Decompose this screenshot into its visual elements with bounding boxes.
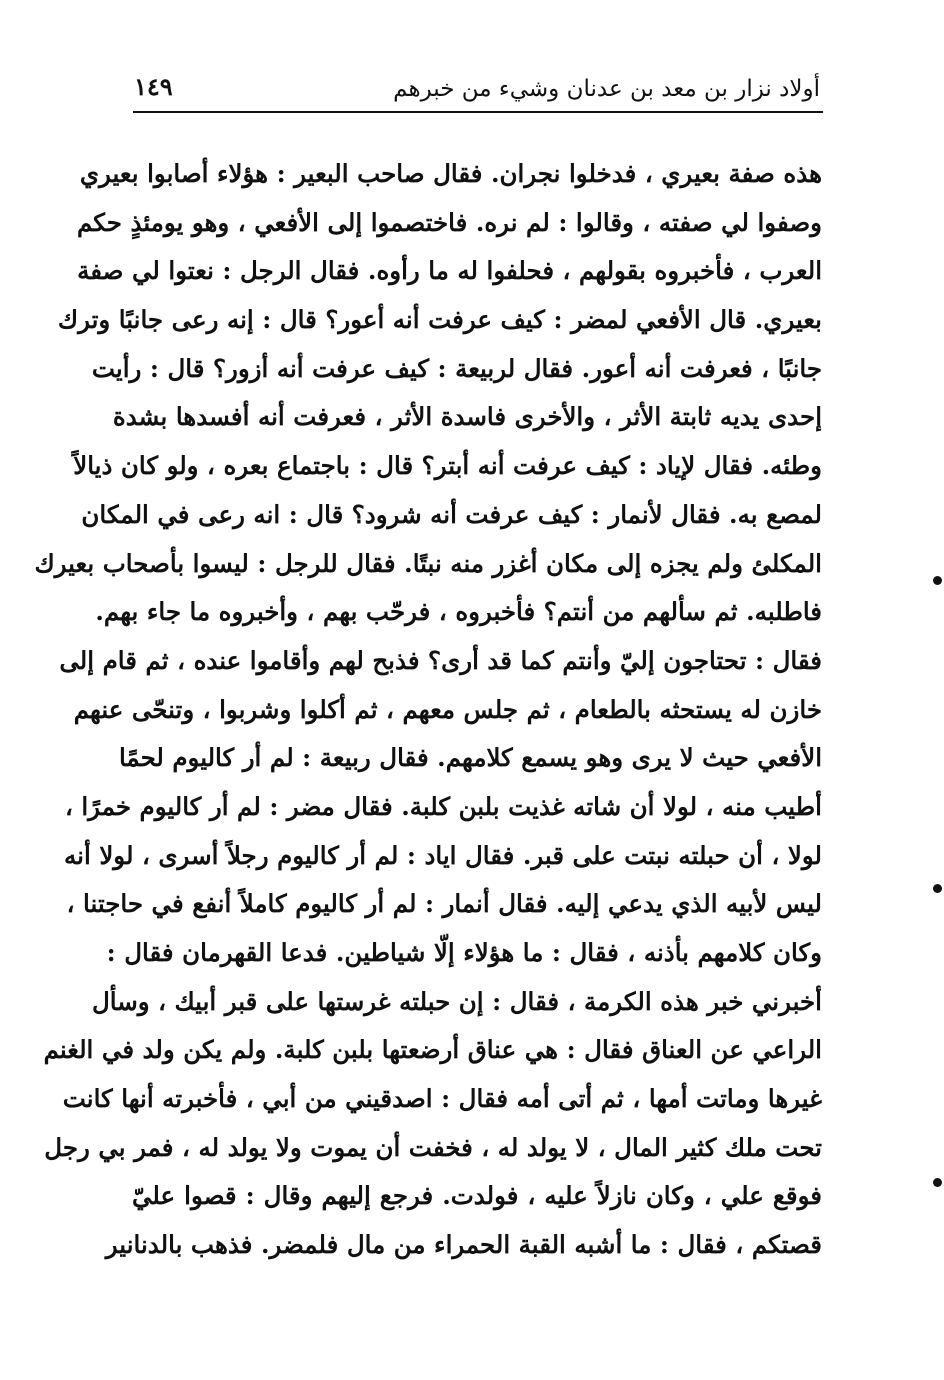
text-line: أطيب منه ، لولا أن شاته غذيت بلبن كلبة. فقال مضر : لم أر كاليوم خمرًا ، bbox=[64, 791, 822, 821]
text-line: وكان كلامهم بأذنه ، فقال : ما هؤلاء إلّا شياطين. فدعا القهرمان فقال : bbox=[106, 938, 822, 967]
text-line: جانبًا ، فعرفت أنه أعور. فقال لربيعة : كيف عرفت أنه أزور؟ قال : رأيت bbox=[91, 353, 822, 383]
text-line: المكلئ ولم يجزه إلى مكان أغزر منه نبتًا. فقال للرجل : ليسوا بأصحاب بعيرك bbox=[34, 548, 822, 578]
margin-dot bbox=[933, 1178, 942, 1187]
margin-dot bbox=[933, 884, 942, 893]
text-line: هذه صفة بعيري ، فدخلوا نجران. فقال صاحب البعير : هؤلاء أصابوا بعيري bbox=[79, 159, 822, 188]
text-line: وصفوا لي صفته ، وقالوا : لم نره. فاختصموا إلى الأفعي ، وهو يومئذٍ حكم bbox=[76, 207, 822, 237]
page-number: ١٤٩ bbox=[134, 72, 173, 101]
text-line: وطئه. فقال لإياد : كيف عرفت أنه أبتر؟ قال : باجتماع بعره ، ولو كان ذيالاً bbox=[73, 451, 822, 481]
text-line: غيرها وماتت أمها ، ثم أتى أمه فقال : اصدقيني من أبي ، فأخبرته أنها كانت bbox=[62, 1084, 822, 1114]
text-line: ليس لأبيه الذي يدعي إليه. فقال أنمار : لم أر كاليوم كاملاً أنفع في حاجتنا ، bbox=[66, 889, 822, 919]
text-line: الأفعي حيث لا يرى وهو يسمع كلامهم. فقال ربيعة : لم أر كاليوم لحمًا bbox=[118, 743, 822, 773]
text-line: فقال : تحتاجون إليّ وأنتم كما قد أرى؟ فذبح لهم وأقاموا عنده ، ثم قام إلى bbox=[59, 645, 822, 675]
text-line: العرب ، فأخبروه بقولهم ، فحلفوا له ما رأوه. فقال الرجل : نعتوا لي صفة bbox=[77, 256, 822, 286]
text-line: تحت ملك كثير المال ، لا يولد له ، فخفت أن يموت ولا يولد له ، فمر بي رجل bbox=[44, 1132, 822, 1162]
text-line: خازن له يستحثه بالطعام ، ثم جلس معهم ، ثم أكلوا وشربوا ، وتنحّى عنهم bbox=[73, 694, 822, 724]
text-line: الراعي عن العناق فقال : هي عناق أرضعتها بلبن كلبة. ولم يكن ولد في الغنم bbox=[43, 1035, 822, 1065]
text-line: لولا ، أن حبلته نبتت على قبر. فقال اياد : لم أر كاليوم رجلاً أسرى ، لولا أنه bbox=[64, 840, 822, 870]
text-line: قصتكم ، فقال : ما أشبه القبة الحمراء من مال فلمضر. فذهب بالدنانير bbox=[105, 1230, 822, 1260]
running-title: أولاد نزار بن معد بن عدنان وشيء من خبرهم bbox=[393, 76, 820, 102]
text-line: فوقع علي ، وكان نازلاً عليه ، فولدت. فرجع إليهم وقال : قصوا عليّ bbox=[132, 1181, 822, 1211]
page-header bbox=[134, 70, 820, 110]
margin-dot bbox=[933, 576, 942, 585]
text-line: فاطلبه. ثم سألهم من أنتم؟ فأخبروه ، فرحّب بهم ، وأخبروه ما جاء بهم. bbox=[95, 597, 822, 627]
body-text bbox=[34, 150, 822, 1270]
text-line: إحدى يديه ثابتة الأثر ، والأخرى فاسدة الأثر ، فعرفت أنه أفسدها بشدة bbox=[112, 402, 822, 432]
text-line: أخبرني خبر هذه الكرمة ، فقال : إن حبلته غرستها على قبر أبيك ، وسأل bbox=[91, 986, 822, 1016]
header-rule bbox=[133, 111, 823, 113]
text-line: بعيري. قال الأفعي لمضر : كيف عرفت أنه أعور؟ قال : إنه رعى جانبًا وترك bbox=[57, 305, 822, 335]
text-line: لمصع به. فقال لأنمار : كيف عرفت أنه شرود؟ قال : انه رعى في المكان bbox=[81, 499, 822, 529]
